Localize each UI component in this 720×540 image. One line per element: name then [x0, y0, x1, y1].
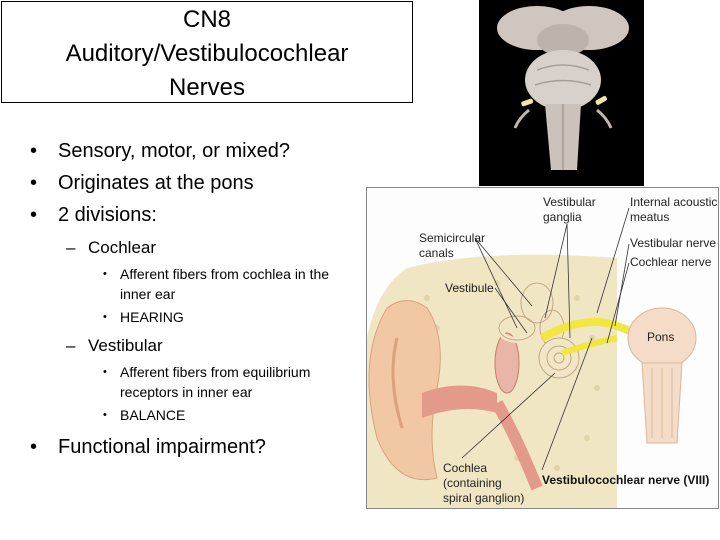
- title-line-2: Auditory/Vestibulocochlear: [65, 40, 349, 67]
- bullet-marker: •: [103, 409, 107, 421]
- detail-text: BALANCE: [120, 407, 186, 423]
- brainstem-photo-image: [479, 0, 644, 186]
- bullet-list: [30, 135, 370, 463]
- label-internal-acoustic-1: Internal acoustic: [630, 195, 718, 209]
- bullet-marker: •: [103, 268, 107, 280]
- sub-bullet-cochlear: [30, 235, 370, 261]
- brainstem-photo: [479, 0, 644, 186]
- bullet-marker: •: [30, 204, 38, 226]
- sub-bullet-vestibular: [30, 333, 370, 359]
- bullet-text: Originates at the pons: [58, 172, 254, 194]
- bullet-marker: •: [30, 140, 38, 162]
- label-vestibular-ganglia-2: ganglia: [543, 210, 582, 224]
- ear-diagram-svg: [367, 188, 718, 508]
- bullet-marker: •: [103, 311, 107, 323]
- bullet-text: Sensory, motor, or mixed?: [58, 140, 290, 162]
- title-line-3: Nerves: [168, 74, 246, 101]
- title-line-1: CN8: [182, 6, 231, 33]
- detail-item: [30, 405, 370, 425]
- cochlea: [539, 338, 579, 378]
- label-vestibular-ganglia-1: Vestibular: [543, 195, 596, 209]
- bullet-item: [30, 135, 370, 167]
- label-cochlea-1: Cochlea: [443, 461, 488, 475]
- label-vestibule: Vestibule: [445, 281, 494, 295]
- label-pons: Pons: [647, 330, 675, 344]
- detail-item: [30, 264, 370, 304]
- detail-text: Afferent fibers from equilibrium receptors in inner ear: [120, 364, 311, 400]
- bullet-text: 2 divisions:: [58, 204, 157, 226]
- ear-anatomy-diagram: [366, 187, 719, 509]
- label-vestibular-nerve: Vestibular nerve: [630, 236, 717, 250]
- detail-text: Afferent fibers from cochlea in the inner ear: [120, 266, 330, 302]
- label-internal-acoustic-2: meatus: [630, 210, 670, 224]
- sub-bullet-text: Cochlear: [88, 238, 157, 257]
- bullet-marker: •: [30, 172, 38, 194]
- bullet-item: [30, 199, 370, 231]
- label-semicircular-2: canals: [419, 246, 454, 260]
- sub-bullet-text: Vestibular: [88, 336, 163, 355]
- dash-marker: –: [66, 336, 76, 355]
- dash-marker: –: [66, 238, 76, 257]
- detail-item: [30, 307, 370, 327]
- bullet-marker: •: [103, 366, 107, 378]
- label-vestibulocochlear-nerve: Vestibulocochlear nerve (VIII): [542, 473, 710, 487]
- bullet-item: [30, 431, 370, 463]
- label-semicircular-1: Semicircular: [419, 231, 486, 245]
- label-cochlea-2: (containing: [443, 476, 502, 490]
- bullet-text: Functional impairment?: [58, 436, 266, 458]
- label-cochlear-nerve: Cochlear nerve: [630, 255, 712, 269]
- label-cochlea-3: spiral ganglion): [443, 491, 525, 505]
- bullet-item: [30, 167, 370, 199]
- slide-title: [1, 1, 413, 103]
- detail-item: [30, 362, 370, 402]
- detail-text: HEARING: [120, 309, 184, 325]
- bullet-marker: •: [30, 436, 38, 458]
